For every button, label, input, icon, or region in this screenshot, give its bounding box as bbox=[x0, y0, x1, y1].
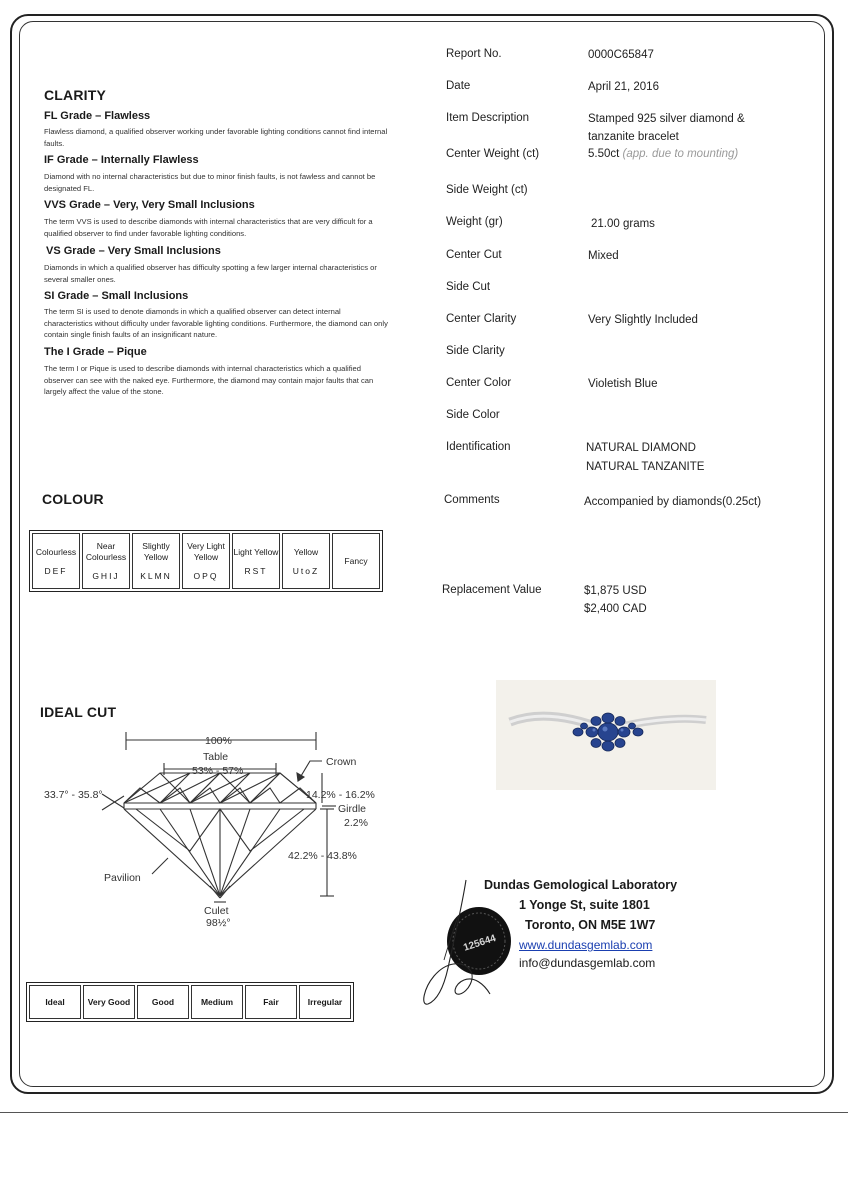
cut-cell-fair: Fair bbox=[245, 985, 297, 1019]
colour-name: Near Colourless bbox=[85, 541, 127, 562]
grade-fl-desc: Flawless diamond, a qualified observer working under favorable lighting conditions cannot find internal faults. bbox=[44, 127, 388, 148]
grade-fl-title: FL Grade – Flawless bbox=[44, 110, 151, 122]
diagram-pavilion-depth: 42.2% - 43.8% bbox=[288, 850, 357, 862]
label-item-description: Item Description bbox=[446, 112, 530, 124]
grade-si-desc: The term SI is used to denote diamonds in which a qualified observer can detect internal characteristics without difficulty under favorable lighting conditions. Furthermore, the diamond can only contain single finish faults of an insignificant nature. bbox=[44, 307, 388, 339]
diagram-culet-pct: 98½° bbox=[206, 917, 231, 929]
colour-cell-rst bbox=[232, 533, 280, 589]
diagram-crown-angle: 33.7° - 35.8° bbox=[44, 789, 103, 801]
label-side-weight: Side Weight (ct) bbox=[446, 184, 528, 196]
page-divider bbox=[0, 1112, 848, 1113]
label-identification: Identification bbox=[446, 441, 511, 453]
grade-vvs-title: VVS Grade – Very, Very Small Inclusions bbox=[44, 199, 255, 211]
cut-cell-ideal: Ideal bbox=[29, 985, 81, 1019]
value-replacement-usd: $1,875 USD bbox=[584, 585, 647, 597]
label-side-clarity: Side Clarity bbox=[446, 345, 505, 357]
colour-code: DEF bbox=[44, 565, 68, 576]
diagram-girdle-label: Girdle bbox=[338, 803, 367, 815]
diagram-crown-height: 14.2% - 16.2% bbox=[306, 789, 375, 801]
label-replacement-value: Replacement Value bbox=[442, 584, 542, 596]
cut-cell-good: Good bbox=[137, 985, 189, 1019]
bracelet-photo bbox=[496, 680, 716, 790]
diagram-width-label: 100% bbox=[205, 735, 232, 747]
value-center-weight bbox=[588, 148, 738, 160]
value-center-cut: Mixed bbox=[588, 250, 619, 262]
colour-cell-def bbox=[32, 533, 80, 589]
diagram-table-range: 53% - 57% bbox=[192, 765, 244, 777]
label-weight-gr: Weight (gr) bbox=[446, 216, 503, 228]
cut-cell-medium: Medium bbox=[191, 985, 243, 1019]
value-identification-2: NATURAL TANZANITE bbox=[586, 461, 705, 473]
label-center-color: Center Color bbox=[446, 377, 512, 389]
colour-heading: COLOUR bbox=[42, 491, 104, 507]
label-report-no: Report No. bbox=[446, 48, 502, 60]
label-date: Date bbox=[446, 80, 471, 92]
signature bbox=[418, 876, 498, 1010]
grade-if-desc: Diamond with no internal characteristics but due to minor finish faults, is not fawless and cannot be designated FL. bbox=[44, 172, 376, 193]
grade-vs-desc: Diamonds in which a qualified observer has difficulty spotting a few larger internal characteristics or several smaller ones. bbox=[44, 263, 377, 284]
diagram-table-label: Table bbox=[203, 751, 229, 763]
label-center-weight: Center Weight (ct) bbox=[446, 148, 540, 160]
clarity-heading: CLARITY bbox=[44, 87, 107, 103]
grade-i-desc: The term I or Pique is used to describe diamonds with internal characteristics which a qualified observer can see with the naked eye. Furthermore, the diamond may contain major faults that can largely affect the value of the stone. bbox=[44, 364, 374, 396]
seal-number: 125644 bbox=[462, 932, 498, 954]
label-side-cut: Side Cut bbox=[446, 281, 491, 293]
colour-name: Slightly Yellow bbox=[142, 541, 170, 562]
grade-si-title: SI Grade – Small Inclusions bbox=[44, 290, 189, 302]
colour-name: Colourless bbox=[35, 546, 77, 557]
colour-name: Very Light Yellow bbox=[187, 541, 225, 562]
diagram-culet-label: Culet bbox=[204, 905, 229, 917]
label-side-color: Side Color bbox=[446, 409, 500, 421]
lab-name: Dundas Gemological Laboratory bbox=[484, 878, 678, 892]
colour-cell-ghij bbox=[82, 533, 130, 589]
colour-code: OPQ bbox=[193, 571, 219, 581]
colour-cell-opq bbox=[182, 533, 230, 589]
value-center-color: Violetish Blue bbox=[588, 378, 658, 390]
label-center-clarity: Center Clarity bbox=[446, 313, 517, 325]
ideal-cut-heading: IDEAL CUT bbox=[40, 704, 117, 720]
value-center-weight-text: 5.50ct bbox=[588, 148, 620, 160]
value-date: April 21, 2016 bbox=[588, 81, 659, 93]
value-center-clarity: Very Slightly Included bbox=[588, 314, 698, 326]
colour-code: UtoZ bbox=[292, 565, 320, 576]
cut-cell-irregular: Irregular bbox=[299, 985, 351, 1019]
colour-cell-utoz bbox=[282, 533, 330, 589]
colour-scale-table bbox=[29, 530, 383, 592]
diagram-girdle-pct: 2.2% bbox=[344, 817, 368, 829]
value-item-description: Stamped 925 silver diamond & bbox=[588, 113, 745, 125]
value-replacement-cad: $2,400 CAD bbox=[584, 603, 647, 615]
value-comments: Accompanied by diamonds(0.25ct) bbox=[584, 496, 762, 508]
value-center-weight-note: (app. due to mounting) bbox=[622, 148, 739, 160]
cut-cell-very-good: Very Good bbox=[83, 985, 135, 1019]
colour-cell-klmn bbox=[132, 533, 180, 589]
colour-cell-fancy bbox=[332, 533, 380, 589]
colour-name: Light Yellow bbox=[233, 546, 279, 557]
label-comments: Comments bbox=[444, 494, 500, 506]
value-identification-1: NATURAL DIAMOND bbox=[586, 442, 696, 454]
grade-vs-title: VS Grade – Very Small Inclusions bbox=[46, 245, 221, 257]
value-weight-gr: 21.00 grams bbox=[591, 218, 655, 230]
label-center-cut: Center Cut bbox=[446, 249, 502, 261]
colour-name: Fancy bbox=[344, 555, 368, 566]
lab-website-link[interactable]: www.dundasgemlab.com bbox=[519, 938, 653, 952]
diagram-pavilion-label: Pavilion bbox=[104, 872, 141, 884]
value-report-no: 0000C65847 bbox=[588, 49, 654, 61]
grade-vvs-desc: The term VVS is used to describe diamonds with internal characteristics that are very difficult for a qualified observer to find under favorable lighting conditions. bbox=[44, 217, 373, 238]
colour-code: RST bbox=[244, 565, 268, 576]
value-item-description-2: tanzanite bracelet bbox=[588, 131, 679, 143]
lab-address-2: Toronto, ON M5E 1W7 bbox=[525, 918, 656, 932]
cut-scale-table bbox=[26, 982, 354, 1022]
lab-email: info@dundasgemlab.com bbox=[519, 956, 656, 970]
colour-name: Yellow bbox=[293, 546, 319, 557]
colour-code: GHIJ bbox=[92, 571, 120, 581]
lab-address-1: 1 Yonge St, suite 1801 bbox=[519, 898, 650, 912]
grade-if-title: IF Grade – Internally Flawless bbox=[44, 154, 199, 166]
diagram-crown-label: Crown bbox=[326, 756, 357, 768]
grade-i-title: The I Grade – Pique bbox=[44, 346, 147, 358]
colour-code: KLMN bbox=[140, 571, 172, 581]
diamond-proportion-diagram bbox=[40, 726, 400, 936]
